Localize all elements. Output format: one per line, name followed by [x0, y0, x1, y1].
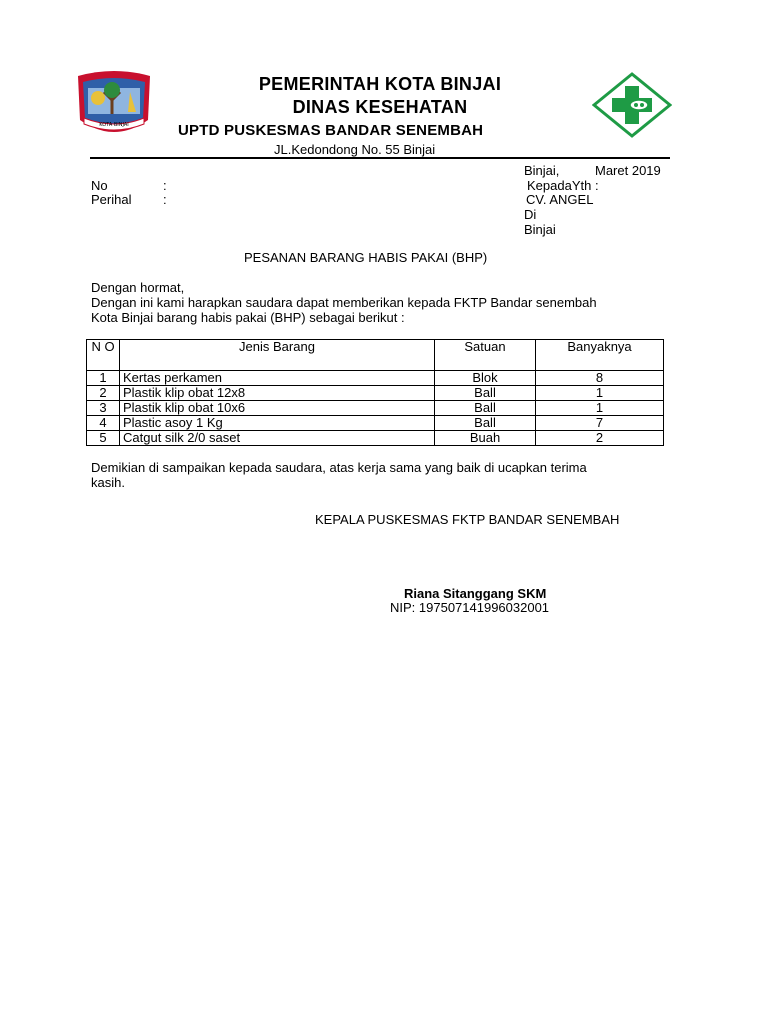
recipient-name: CV. ANGEL — [526, 192, 594, 207]
col-header-satuan: Satuan — [435, 340, 536, 371]
table-row — [87, 401, 664, 416]
table-row — [87, 371, 664, 386]
table-row — [87, 386, 664, 401]
letter-subject: PESANAN BARANG HABIS PAKAI (BHP) — [244, 250, 488, 265]
cell-jenis: Plastic asoy 1 Kg — [120, 416, 435, 431]
cell-banyak: 1 — [536, 401, 664, 416]
cell-jenis: Plastik klip obat 12x8 — [120, 386, 435, 401]
perihal-colon: : — [163, 192, 167, 207]
header-rule — [90, 157, 670, 159]
greeting: Dengan hormat, — [91, 280, 185, 295]
cell-satuan: Blok — [435, 371, 536, 386]
kepada-label: KepadaYth : — [527, 178, 599, 193]
cell-satuan: Ball — [435, 416, 536, 431]
header-line-2: DINAS KESEHATAN — [292, 97, 468, 117]
logo-left-text: KOTA BINJAI — [99, 122, 129, 128]
items-table — [86, 339, 664, 446]
table-row — [87, 416, 664, 431]
header-line-1: PEMERINTAH KOTA BINJAI — [258, 74, 502, 94]
di-label: Di — [524, 207, 537, 222]
signature-nip: NIP: 197507141996032001 — [390, 600, 550, 615]
binjai-city-emblem-icon — [74, 70, 154, 142]
cell-banyak: 7 — [536, 416, 664, 431]
header-address: JL.Kedondong No. 55 Binjai — [274, 142, 436, 157]
col-header-banyak: Banyaknya — [536, 340, 664, 371]
cell-no: 3 — [87, 401, 120, 416]
puskesmas-cross-icon — [592, 72, 672, 138]
cell-jenis: Catgut silk 2/0 saset — [120, 431, 435, 446]
cell-banyak: 2 — [536, 431, 664, 446]
cell-jenis: Plastik klip obat 10x6 — [120, 401, 435, 416]
cell-satuan: Buah — [435, 431, 536, 446]
date-month: Maret 2019 — [595, 163, 661, 178]
perihal-label: Perihal — [91, 192, 132, 207]
cell-satuan: Ball — [435, 401, 536, 416]
no-colon: : — [163, 178, 167, 193]
cell-no: 2 — [87, 386, 120, 401]
intro-line-2: Kota Binjai barang habis pakai (BHP) sebagai berikut : — [91, 310, 405, 325]
table-header-row — [87, 340, 664, 371]
recipient-city: Binjai — [524, 222, 556, 237]
cell-jenis: Kertas perkamen — [120, 371, 435, 386]
no-label: No — [91, 178, 108, 193]
signature-title: KEPALA PUSKESMAS FKTP BANDAR SENEMBAH — [315, 512, 620, 527]
intro-line-1: Dengan ini kami harapkan saudara dapat memberikan kepada FKTP Bandar senembah — [91, 295, 597, 310]
cell-satuan: Ball — [435, 386, 536, 401]
cell-no: 1 — [87, 371, 120, 386]
closing-line-1: Demikian di sampaikan kepada saudara, atas kerja sama yang baik di ucapkan terima — [91, 460, 587, 475]
table-row — [87, 431, 664, 446]
cell-banyak: 1 — [536, 386, 664, 401]
closing-line-2: kasih. — [91, 475, 125, 490]
cell-banyak: 8 — [536, 371, 664, 386]
date-city: Binjai, — [524, 163, 560, 178]
signature-name: Riana Sitanggang SKM — [404, 586, 547, 601]
cell-no: 4 — [87, 416, 120, 431]
header-line-3: UPTD PUSKESMAS BANDAR SENEMBAH — [178, 122, 484, 139]
col-header-no: N O — [87, 340, 120, 371]
col-header-jenis: Jenis Barang — [120, 340, 435, 371]
cell-no: 5 — [87, 431, 120, 446]
